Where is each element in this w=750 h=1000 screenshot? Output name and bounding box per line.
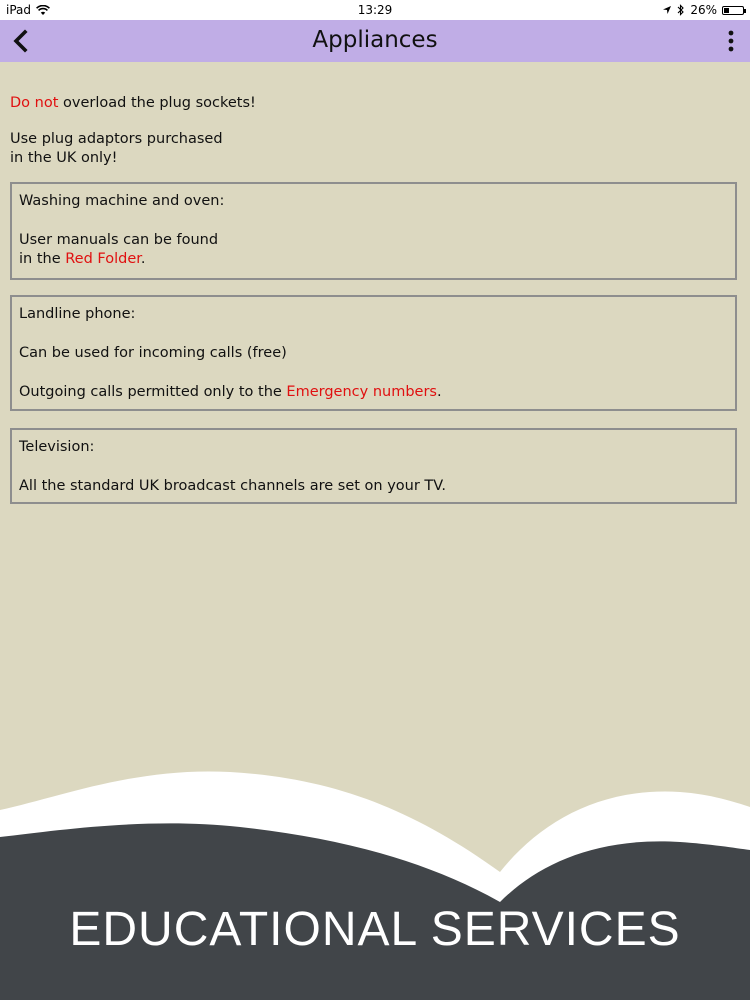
warning-highlight: Do not [10, 95, 59, 111]
location-icon [662, 5, 672, 15]
page-title: Appliances [312, 27, 438, 53]
emergency-numbers-highlight: Emergency numbers [286, 384, 437, 400]
card-title: Television: [19, 439, 95, 455]
battery-fill [724, 8, 729, 13]
red-folder-highlight: Red Folder [65, 251, 141, 267]
card-television [10, 428, 737, 504]
card-line-prefix: Outgoing calls permitted only to the [19, 384, 287, 400]
brand-logo-text: EDUCATIONAL SERVICES [69, 903, 681, 956]
card-line-suffix: . [436, 384, 442, 400]
warning-text [10, 94, 256, 113]
battery-percent: 26% [690, 3, 717, 17]
battery-icon [722, 6, 744, 15]
card-line: All the standard UK broadcast channels are set on your TV. [19, 478, 446, 494]
card-washing-machine [10, 182, 737, 280]
warning-rest: overload the plug sockets! [58, 95, 256, 111]
card-line: User manuals can be found [19, 232, 219, 248]
content-area [0, 62, 750, 1000]
card-line: Can be used for incoming calls (free) [19, 345, 287, 361]
bluetooth-icon [677, 4, 685, 16]
adaptor-line-2: in the UK only! [10, 150, 118, 166]
card-landline-phone [10, 295, 737, 411]
card-line [19, 383, 727, 402]
card-title: Landline phone: [19, 306, 136, 322]
card-line-prefix: in the [19, 251, 66, 267]
adaptor-text [10, 130, 270, 168]
card-line [19, 250, 727, 269]
adaptor-line-1: Use plug adaptors purchased [10, 131, 223, 147]
card-title: Washing machine and oven: [19, 193, 225, 209]
status-time: 13:29 [357, 3, 393, 17]
card-line-suffix: . [140, 251, 146, 267]
nav-bar [0, 20, 750, 62]
more-vertical-icon[interactable] [724, 29, 738, 53]
device-label: iPad [6, 3, 32, 17]
status-bar [0, 0, 750, 20]
